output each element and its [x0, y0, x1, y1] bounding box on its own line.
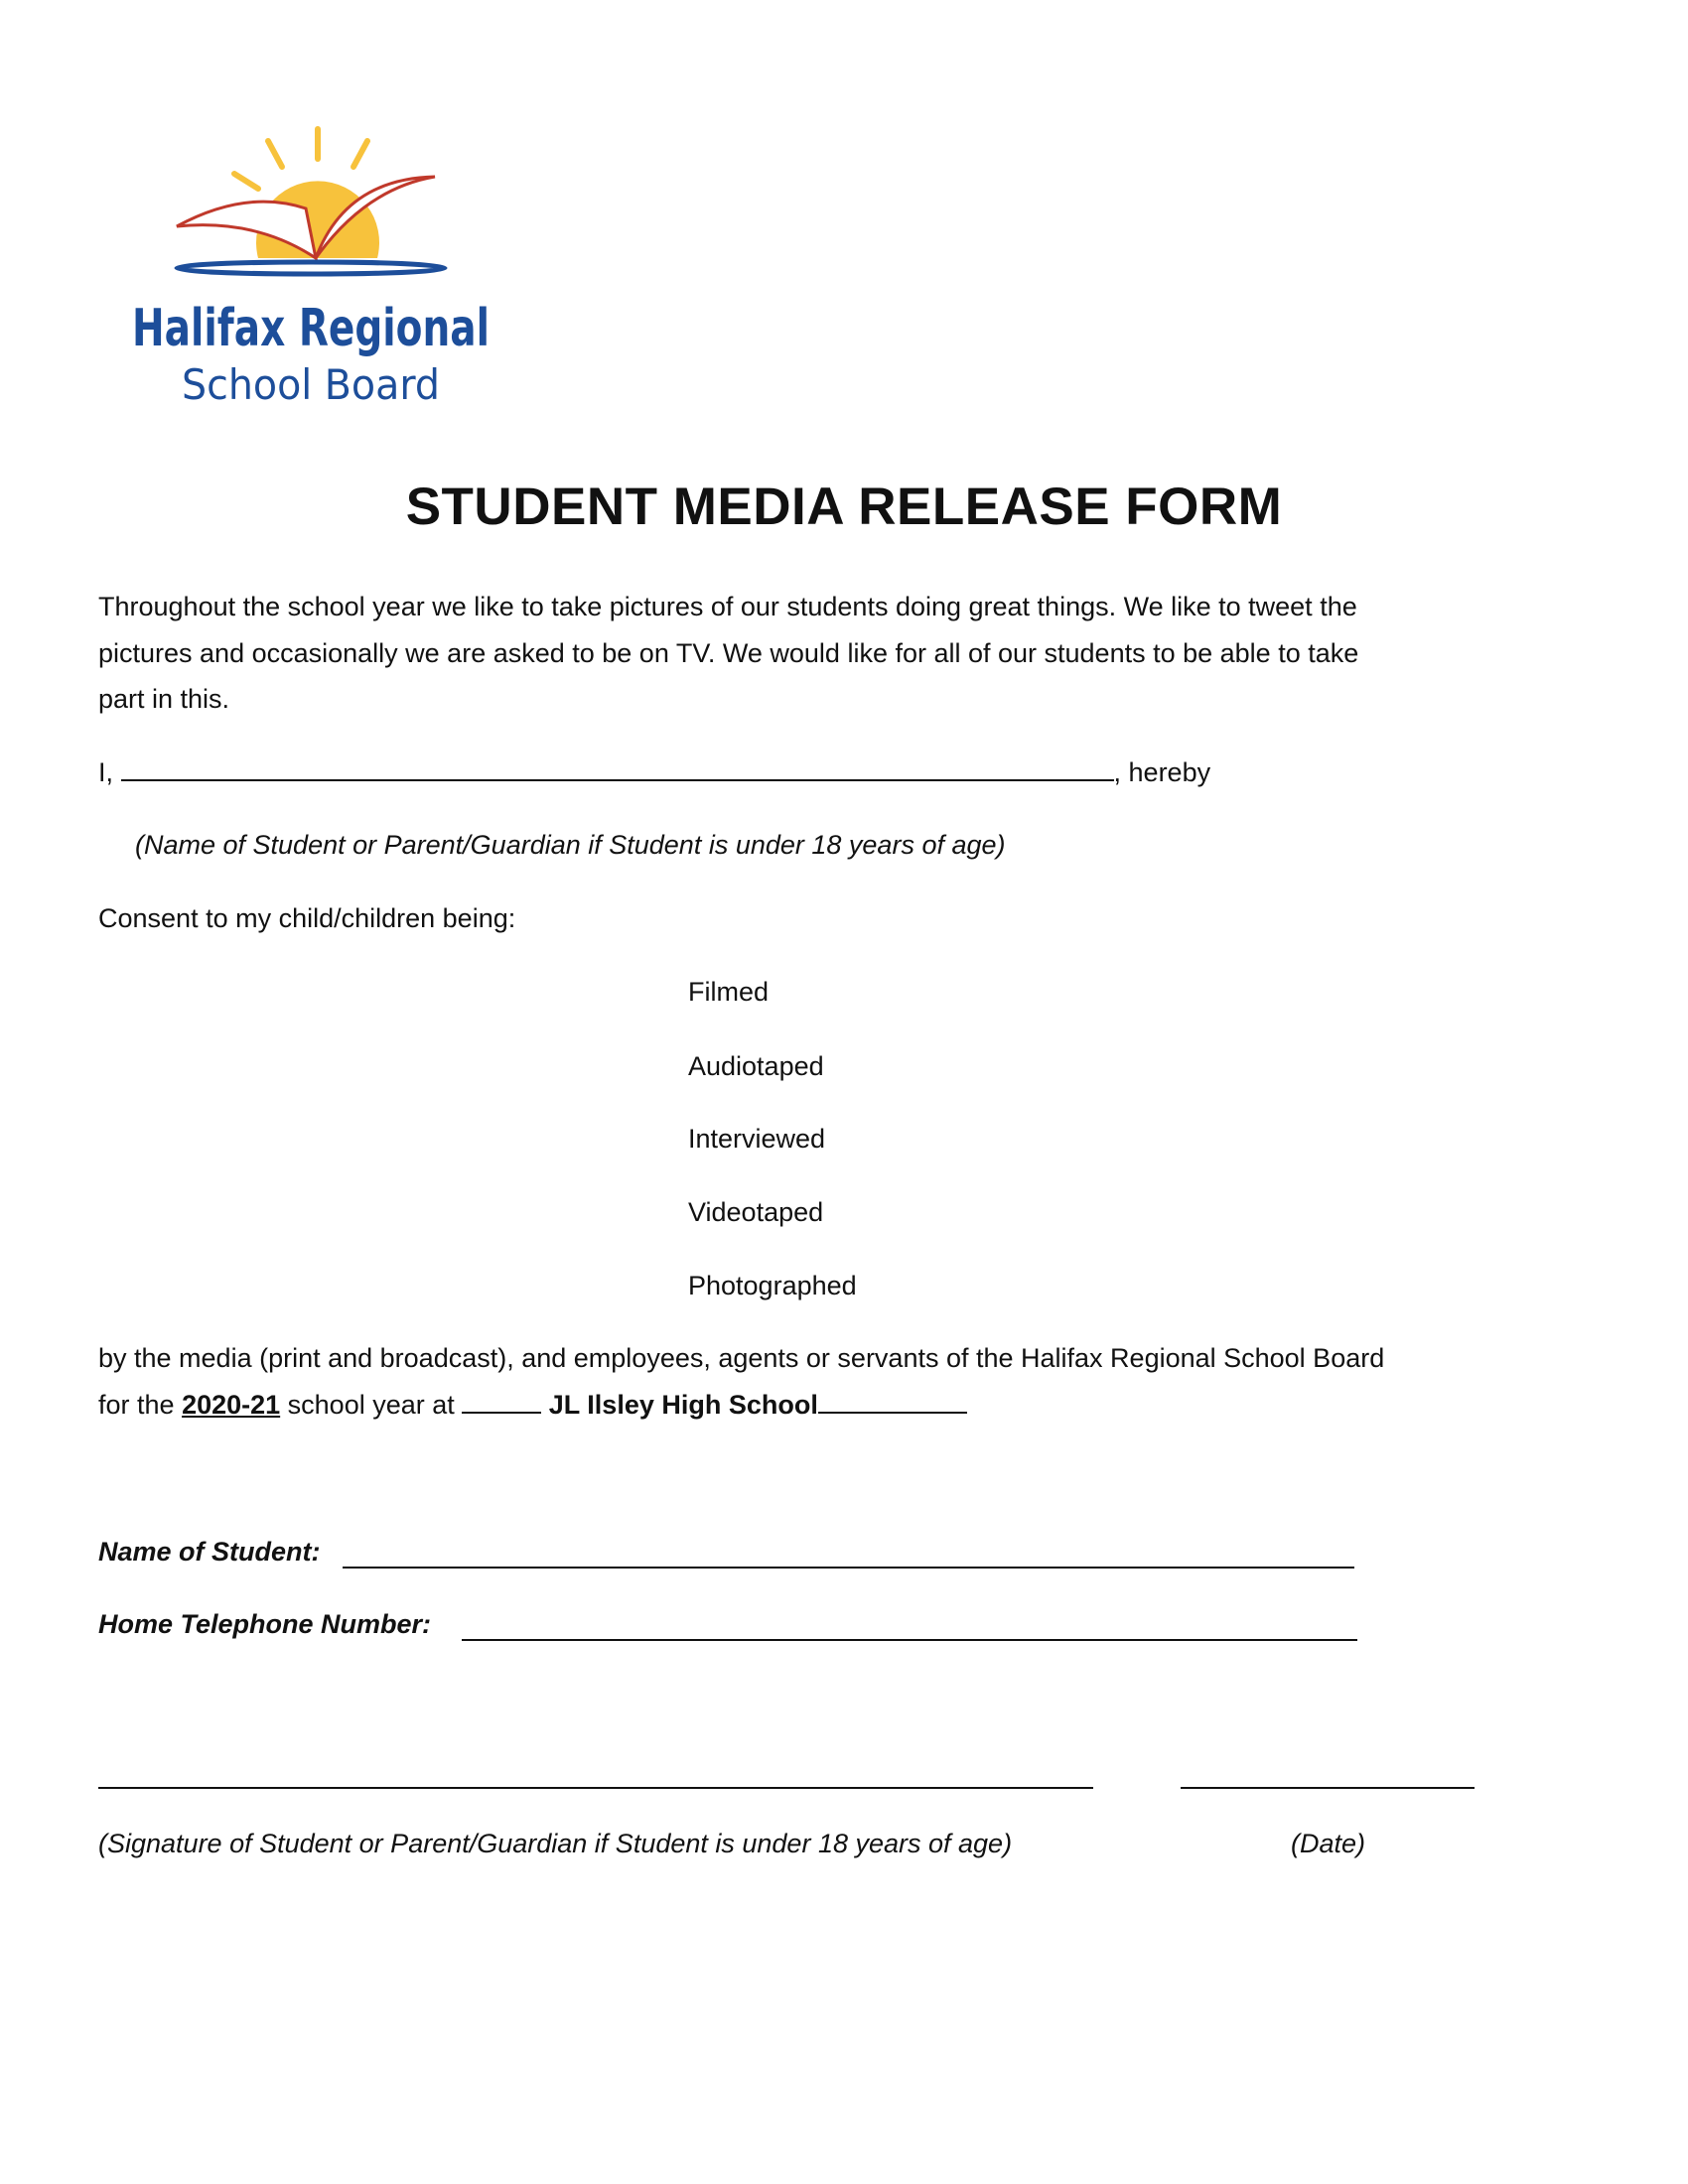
school-year: 2020-21 [182, 1390, 281, 1420]
blank-line [818, 1384, 967, 1414]
year-at-text: school year at [280, 1390, 455, 1420]
date-caption: (Date) [1291, 1829, 1366, 1858]
declaration-suffix: , hereby [1113, 757, 1211, 787]
media-type-item: Filmed [688, 977, 770, 1007]
media-type-item: Photographed [688, 1271, 857, 1300]
signature-field[interactable] [98, 1787, 1093, 1789]
student-name-field[interactable] [343, 1567, 1354, 1569]
declaration-prefix: I, [98, 757, 114, 787]
logo-line2: School Board [182, 360, 440, 409]
intro-line: Throughout the school year we like to take pictures of our students doing great things. We like to tweet the [98, 592, 1357, 621]
student-name-row [98, 1529, 321, 1574]
declaration-caption: (Name of Student or Parent/Guardian if Student is under 18 years of age) [135, 830, 1006, 860]
signature-caption: (Signature of Student or Parent/Guardian if Student is under 18 years of age) [98, 1829, 1013, 1858]
media-type-item: Audiotaped [688, 1051, 824, 1081]
phone-label: Home Telephone Number: [98, 1609, 432, 1639]
intro-line: part in this. [98, 684, 230, 714]
closing-line: by the media (print and broadcast), and employees, agents or servants of the Halifax Regional School Board [98, 1343, 1385, 1373]
logo-line1: Halifax Regional [132, 299, 490, 358]
date-field[interactable] [1181, 1787, 1475, 1789]
page-title: STUDENT MEDIA RELEASE FORM [405, 478, 1283, 536]
for-the-text: for the [98, 1390, 175, 1420]
phone-field[interactable] [462, 1639, 1357, 1641]
closing-line2 [98, 1382, 967, 1428]
school-name: JL Ilsley High School [548, 1390, 818, 1420]
consent-label: Consent to my child/children being: [98, 903, 516, 933]
media-type-item: Videotaped [688, 1197, 824, 1227]
logo [117, 119, 504, 422]
blank-line [462, 1384, 541, 1414]
declarant-name-field[interactable] [121, 751, 1114, 781]
phone-row [98, 1601, 431, 1647]
student-name-label: Name of Student: [98, 1537, 321, 1567]
declaration-row [98, 750, 1210, 795]
media-type-item: Interviewed [688, 1124, 826, 1154]
intro-line: pictures and occasionally we are asked to be on TV. We would like for all of our students to be able to take [98, 638, 1359, 668]
